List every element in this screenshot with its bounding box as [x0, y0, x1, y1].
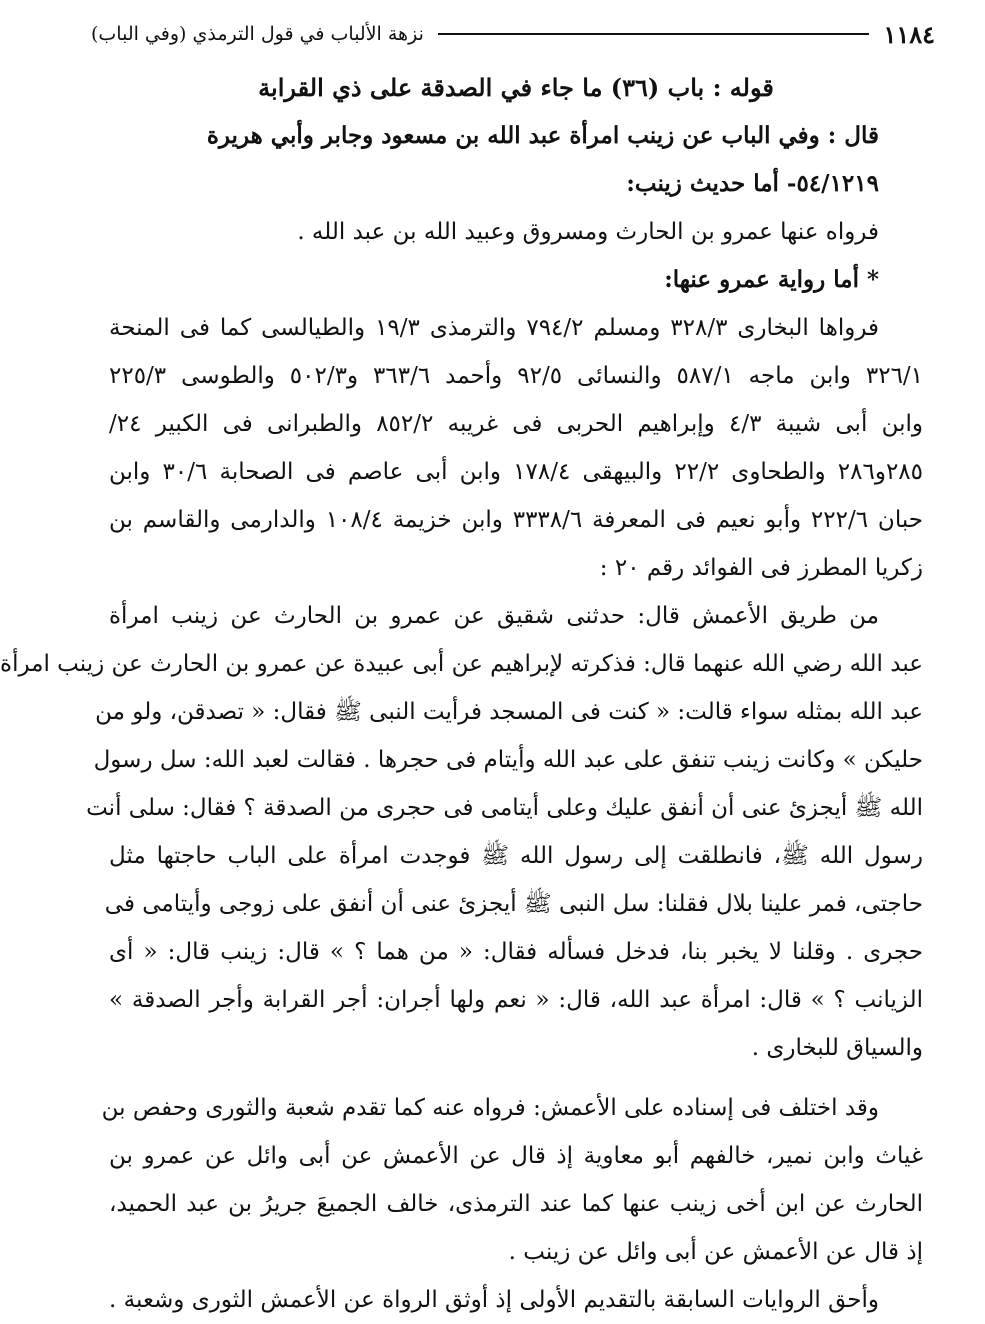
- page-number: ١١٨٤: [883, 19, 935, 49]
- text-line: ٢٨٥و٢٨٦ والطحاوى ٢٢/٢ والبيهقى ١٧٨/٤ وابن أبى عاصم فى الصحابة ٣٠/٦ وابن: [109, 459, 924, 485]
- intro-line: فرواه عنها عمرو بن الحارث ومسروق وعبيد الله بن عبد الله .: [297, 219, 879, 245]
- text-line: غياث وابن نمير، خالفهم أبو معاوية إذ قال عن الأعمش عن أبى وائل عن عمرو بن: [109, 1143, 923, 1169]
- text-line: رسول الله ﷺ، فانطلقت إلى رسول الله ﷺ فوجدت امرأة على الباب حاجتها مثل: [109, 843, 923, 869]
- text-line: حاجتى، فمر علينا بلال فقلنا: سل النبى ﷺ أيجزئ عنى أن أنفق على زوجى وأيتامى فى: [104, 891, 923, 917]
- text-line: حليكن » وكانت زينب تنفق على عبد الله وأيتام فى حجرها . فقالت لعبد الله: سل رسول: [93, 747, 923, 773]
- text-line: من طريق الأعمش قال: حدثنى شقيق عن عمرو بن الحارث عن زينب امرأة: [109, 603, 879, 629]
- text-line: والسياق للبخارى .: [751, 1035, 923, 1061]
- text-line: عبد الله رضي الله عنهما قال: فذكرته لإبراهيم عن أبى عبيدة عن عمرو بن الحارث عن زينب امرأة: [0, 651, 923, 677]
- conclusion-line: وأحق الروايات السابقة بالتقديم الأولى إذ أوثق الرواة عن الأعمش الثورى وشعبة .: [109, 1287, 879, 1313]
- ikhtilaf-paragraph: [101, 1084, 923, 1276]
- paragraph-gap: [109, 1072, 923, 1084]
- chapter-heading: قوله : باب (٣٦) ما جاء في الصدقة على ذي القرابة: [258, 73, 774, 102]
- text-line: زكريا المطرز فى الفوائد رقم ٢٠ :: [599, 555, 923, 581]
- chapter-subheading: قال : وفي الباب عن زينب امرأة عبد الله بن مسعود وجابر وأبي هريرة: [206, 122, 879, 149]
- hadith-paragraph: [0, 592, 923, 1072]
- header-rule: [438, 33, 870, 35]
- text-line: الزيانب ؟ » قال: امرأة عبد الله، قال: « نعم ولها أجران: أجر القرابة وأجر الصدقة »: [109, 987, 923, 1013]
- text-line: فرواها البخارى ٣٢٨/٣ ومسلم ٧٩٤/٢ والترمذى ١٩/٣ والطيالسى كما فى المنحة: [109, 315, 879, 341]
- text-line: عبد الله بمثله سواء قالت: « كنت فى المسجد فرأيت النبى ﷺ فقال: « تصدقن، ولو من: [95, 699, 923, 725]
- takhrij-paragraph: [109, 304, 923, 592]
- text-line: الله ﷺ أيجزئ عنى أن أنفق عليك وعلى أيتامى فى حجرى من الصدقة ؟ فقال: سلى أنت: [86, 795, 923, 821]
- text-line: حجرى . وقلنا لا يخبر بنا، فدخل فسأله فقال: « من هما ؟ » قال: زينب قال: « أى: [109, 939, 923, 965]
- hadith-number-heading: ٥٤/١٢١٩- أما حديث زينب:: [626, 170, 879, 197]
- running-header: [91, 18, 935, 50]
- section-label: * أما رواية عمرو عنها:: [664, 266, 879, 293]
- page-body: [0, 64, 924, 1324]
- running-title: نزهة الألباب في قول الترمذي (وفي الباب): [91, 23, 424, 45]
- text-line: وابن أبى شيبة ٤/٣ وإبراهيم الحربى فى غريبه ٨٥٢/٢ والطبرانى فى الكبير ٢٤/: [109, 411, 923, 437]
- text-line: الحارث عن ابن أخى زينب عنها كما عند الترمذى، خالف الجميعَ جريرُ بن عبد الحميد،: [109, 1191, 923, 1217]
- text-line: إذ قال عن الأعمش عن أبى وائل عن زينب .: [508, 1239, 923, 1265]
- text-line: وقد اختلف فى إسناده على الأعمش: فرواه عنه كما تقدم شعبة والثورى وحفص بن: [101, 1095, 879, 1121]
- text-line: ٣٢٦/١ وابن ماجه ٥٨٧/١ والنسائى ٩٢/٥ وأحمد ٣٦٣/٦ و٥٠٢/٣ والطوسى ٢٢٥/٣: [109, 363, 924, 389]
- text-line: حبان ٢٢٢/٦ وأبو نعيم فى المعرفة ٣٣٣٨/٦ وابن خزيمة ١٠٨/٤ والدارمى والقاسم بن: [109, 507, 923, 533]
